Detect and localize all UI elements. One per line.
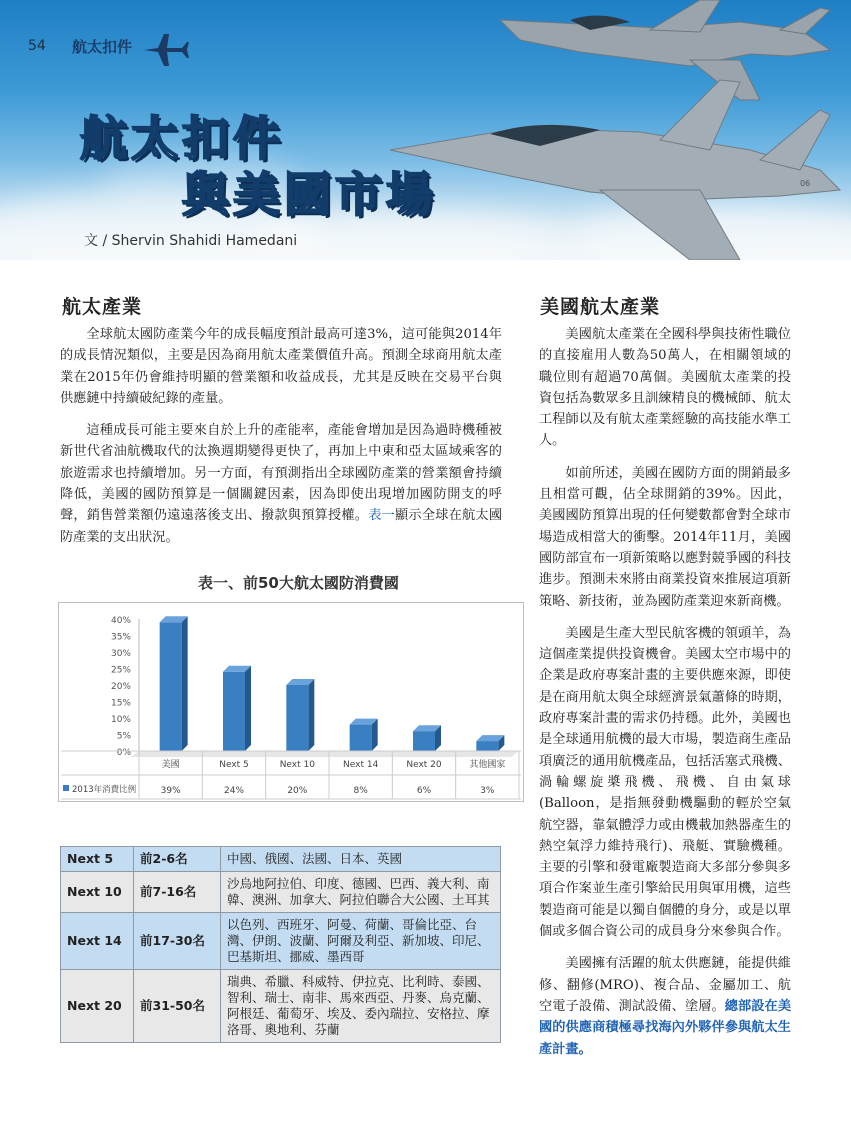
header-banner bbox=[0, 0, 851, 260]
group-cell: Next 20 bbox=[61, 970, 134, 1043]
data-value-label: 39% bbox=[160, 786, 181, 796]
page-number: 54 bbox=[28, 38, 46, 54]
svg-text:06: 06 bbox=[800, 179, 811, 188]
y-tick-label: 35% bbox=[110, 632, 131, 643]
x-category-label: Next 14 bbox=[343, 760, 379, 770]
x-category-label: Next 5 bbox=[219, 760, 249, 770]
rank-cell: 前31-50名 bbox=[134, 970, 221, 1043]
group-cell: Next 10 bbox=[61, 872, 134, 913]
bar-side bbox=[308, 679, 314, 751]
data-value-label: 24% bbox=[223, 786, 245, 796]
rank-cell: 前2-6名 bbox=[134, 847, 221, 872]
heading-aerospace-industry: 航太產業 bbox=[62, 296, 143, 318]
chart-title: 表一、前50大航太國防消費國 bbox=[198, 574, 399, 592]
group-cell: Next 14 bbox=[61, 913, 134, 970]
bar bbox=[413, 731, 435, 751]
left-column bbox=[60, 324, 502, 559]
chart-floor bbox=[131, 751, 519, 757]
right-column bbox=[539, 324, 791, 1071]
paragraph: 如前所述，美國在國防方面的開銷最多且相當可觀，佔全球開銷的39%。因此，美國國防預算出現的任何變數都會對全球市場造成相當大的衝擊。2014年11月，美國國防部宣布一項新策略以應對競爭國的科技進步。預測未來將由商業投資來推展這項新策略、新技術，並為國防產業迎來新商機。 bbox=[539, 465, 791, 609]
bar bbox=[476, 741, 498, 751]
legend-swatch bbox=[63, 785, 69, 791]
highlighted-text: 總部設在美國的供應商積極尋找海內外夥伴參與航太生產計畫。 bbox=[539, 998, 792, 1057]
x-category-label: 美國 bbox=[161, 760, 180, 770]
rank-cell: 前7-16名 bbox=[134, 872, 221, 913]
table-row bbox=[61, 913, 501, 970]
paragraph: 美國是生產大型民航客機的領頭羊，為這個產業提供投資機會。美國太空市場中的企業是政府專案計畫的主要供應來源，即使是在商用航太與全球經濟景氣蕭條的時期，政府專案計畫的需求仍持穩。此外，美國也是全球通用航機的最大市場，製造商生產品項廣泛的通用航機產品，包括活塞式飛機、渦輪螺旋槳飛機、飛機、自由氣球(Balloon，是指無發動機驅動的輕於空氣航空器，靠氣體浮力或由機載加熱器產生的熱空氣浮力維持飛行)、飛艇、實驗機種。主要的引擎和發電廠製造商大多部分參與多項合作案並生產引擎給民用與軍用機，這些製造商可能是以獨自個體的身分，或是以單個或多個合資公司的成員身分來參與合作。 bbox=[539, 625, 791, 940]
heading-us-aerospace-industry: 美國航太產業 bbox=[540, 296, 661, 318]
data-value-label: 3% bbox=[480, 786, 495, 796]
paragraph bbox=[539, 953, 791, 1059]
byline: 文 / Shervin Shahidi Hamedani bbox=[84, 233, 298, 249]
x-category-label: 其他國家 bbox=[469, 760, 506, 770]
table-row bbox=[61, 970, 501, 1043]
bar bbox=[286, 685, 308, 751]
x-category-label: Next 10 bbox=[279, 760, 315, 770]
y-tick-label: 40% bbox=[110, 616, 131, 626]
article-title-line2: 與美國市場 bbox=[182, 168, 437, 223]
bar bbox=[223, 672, 245, 751]
paragraph bbox=[60, 420, 502, 548]
y-tick-label: 20% bbox=[110, 682, 131, 692]
paragraph: 全球航太國防產業今年的成長幅度預計最高可達3%，這可能與2014年的成長情況類似，主要是因為商用航太產業價值升高。預測全球商用航太產業在2015年仍會維持明顯的營業額和收益成長，尤其是反映在交易平台與供應鏈中持續破紀錄的產量。 bbox=[60, 327, 502, 406]
paragraph: 美國航太產業在全國科學與技術性職位的直接雇用人數為50萬人，在相關領域的職位則有超過70萬個。美國航太產業的投資包括為數眾多且訓練精良的機械師、航太工程師以及有航太產業經驗的高技能水準工人。 bbox=[539, 327, 791, 449]
table-row bbox=[61, 872, 501, 913]
bar-chart bbox=[59, 603, 523, 801]
legend-label: 2013年消費比例 bbox=[72, 785, 137, 795]
chart-container bbox=[58, 602, 524, 802]
paragraph-text: 這種成長可能主要來自於上升的產能率，產能會增加是因為過時機種被新世代省油航機取代的汰換週期變得更快了，再加上中東和亞太區域乘客的旅遊需求也持續增加。另一方面，有預測指出全球國防產業的營業額會持續降低，美國的國防預算是一個關鍵因素，因為即使出現增加國防開支的呼聲，銷售營業額仍遠遠落後支出、撥款與預算授權。 bbox=[60, 423, 502, 524]
data-value-label: 8% bbox=[353, 786, 368, 796]
section-label: 航太扣件 bbox=[72, 38, 133, 56]
y-tick-label: 30% bbox=[110, 649, 131, 659]
bar bbox=[160, 622, 182, 751]
country-group-table bbox=[60, 846, 501, 1043]
bar-side bbox=[182, 616, 188, 751]
group-cell: Next 5 bbox=[61, 847, 134, 872]
x-category-label: Next 20 bbox=[406, 760, 442, 770]
rank-cell: 前17-30名 bbox=[134, 913, 221, 970]
table-reference-link[interactable]: 表一 bbox=[368, 508, 396, 524]
table-row bbox=[61, 847, 501, 872]
bar bbox=[350, 725, 372, 751]
paragraph-text: 顯示全球在航太國防產業的支出狀況。 bbox=[60, 508, 503, 545]
data-value-label: 6% bbox=[416, 786, 432, 796]
countries-cell: 以色列、西班牙、阿曼、荷蘭、哥倫比亞、台灣、伊朗、波蘭、阿爾及利亞、新加坡、印尼、巴基斯坦、挪威、墨西哥 bbox=[221, 913, 501, 970]
y-tick-label: 25% bbox=[110, 665, 131, 676]
countries-cell: 中國、俄國、法國、日本、英國 bbox=[221, 847, 501, 872]
paragraph-text: 美國擁有活躍的航太供應鏈，能提供維修、翻修(MRO)、複合品、金屬加工、航空電子設備、測試設備、塗層。 bbox=[539, 956, 791, 1014]
countries-cell: 沙烏地阿拉伯、印度、德國、巴西、義大利、南韓、澳洲、加拿大、阿拉伯聯合大公國、土耳其 bbox=[221, 872, 501, 913]
y-tick-label: 0% bbox=[116, 748, 131, 758]
bar-side bbox=[245, 666, 251, 751]
y-tick-label: 10% bbox=[110, 715, 131, 725]
data-value-label: 20% bbox=[287, 786, 308, 796]
countries-cell: 瑞典、希臘、科威特、伊拉克、比利時、泰國、智利、瑞士、南非、馬來西亞、丹麥、烏克蘭、阿根廷、葡萄牙、埃及、委內瑞拉、安格拉、摩洛哥、奧地利、芬蘭 bbox=[221, 970, 501, 1043]
airplane-icon bbox=[142, 30, 190, 70]
y-tick-label: 5% bbox=[116, 731, 131, 742]
y-tick-label: 15% bbox=[110, 698, 131, 709]
article-title-line1: 航太扣件 bbox=[80, 112, 284, 167]
